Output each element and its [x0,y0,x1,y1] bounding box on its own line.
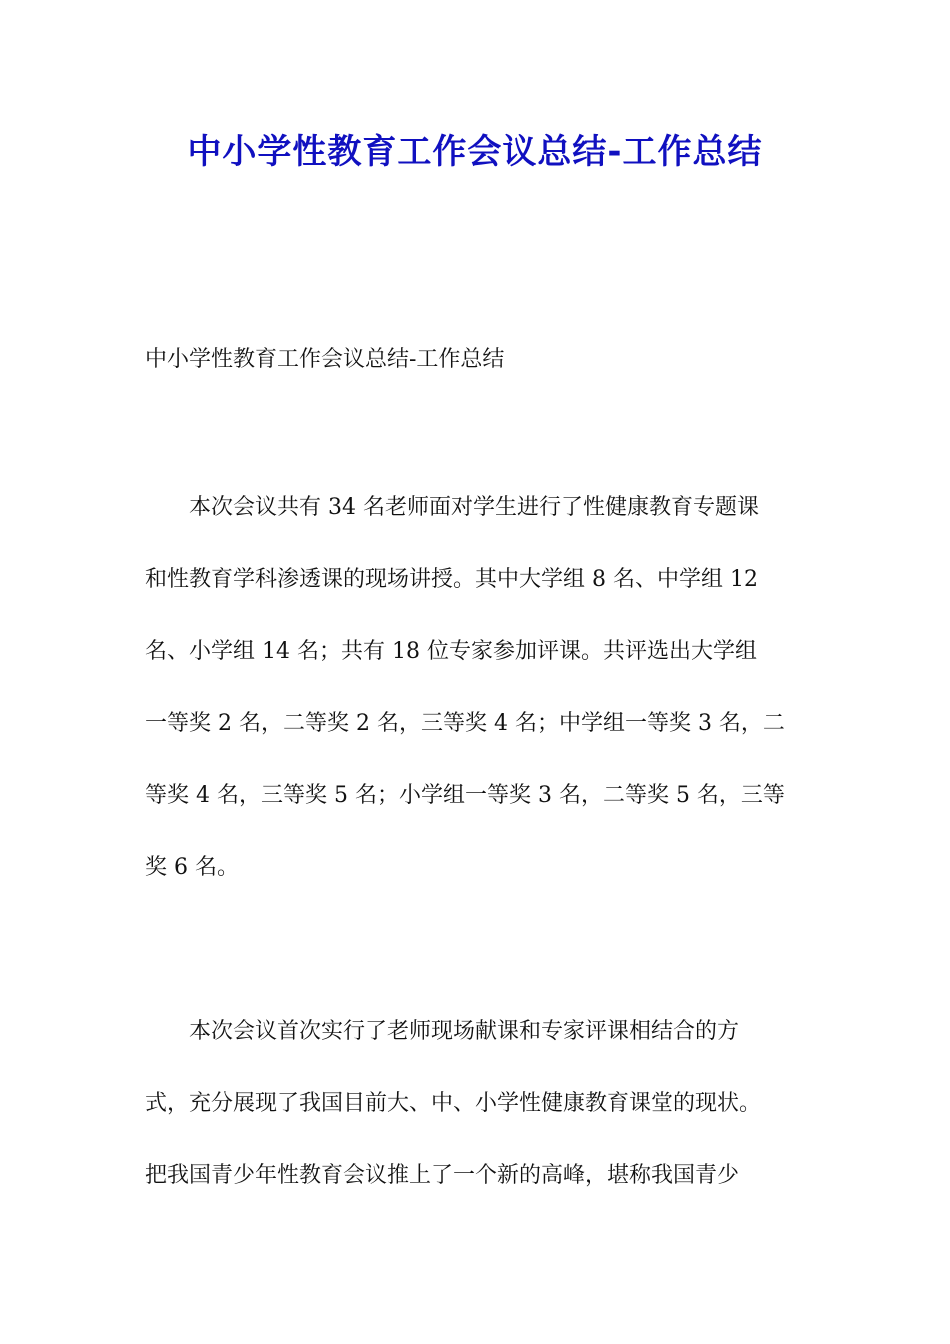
document-subtitle: 中小学性教育工作会议总结-工作总结 [145,347,505,372]
document-title: 中小学性教育工作会议总结-工作总结 [187,132,763,172]
paragraph-line: 把我国青少年性教育会议推上了一个新的高峰，堪称我国青少 [145,1163,740,1188]
paragraph-format [145,1012,805,1228]
paragraph-line: 一等奖 2 名，二等奖 2 名，三等奖 4 名；中学组一等奖 3 名，二 [145,711,785,736]
paragraph-line: 式，充分展现了我国目前大、中、小学性健康教育课堂的现状。 [145,1091,762,1116]
paragraph-line: 等奖 4 名，三等奖 5 名；小学组一等奖 3 名，二等奖 5 名，三等 [145,783,785,808]
paragraph-line: 名、小学组 14 名；共有 18 位专家参加评课。共评选出大学组 [145,639,757,664]
paragraph-line: 奖 6 名。 [145,855,239,880]
paragraph-line: 和性教育学科渗透课的现场讲授。其中大学组 8 名、中学组 12 [145,567,758,592]
paragraph-awards [145,488,805,920]
paragraph-line: 本次会议首次实行了老师现场献课和专家评课相结合的方 [145,1019,740,1044]
paragraph-line: 本次会议共有 34 名老师面对学生进行了性健康教育专题课 [145,495,759,520]
